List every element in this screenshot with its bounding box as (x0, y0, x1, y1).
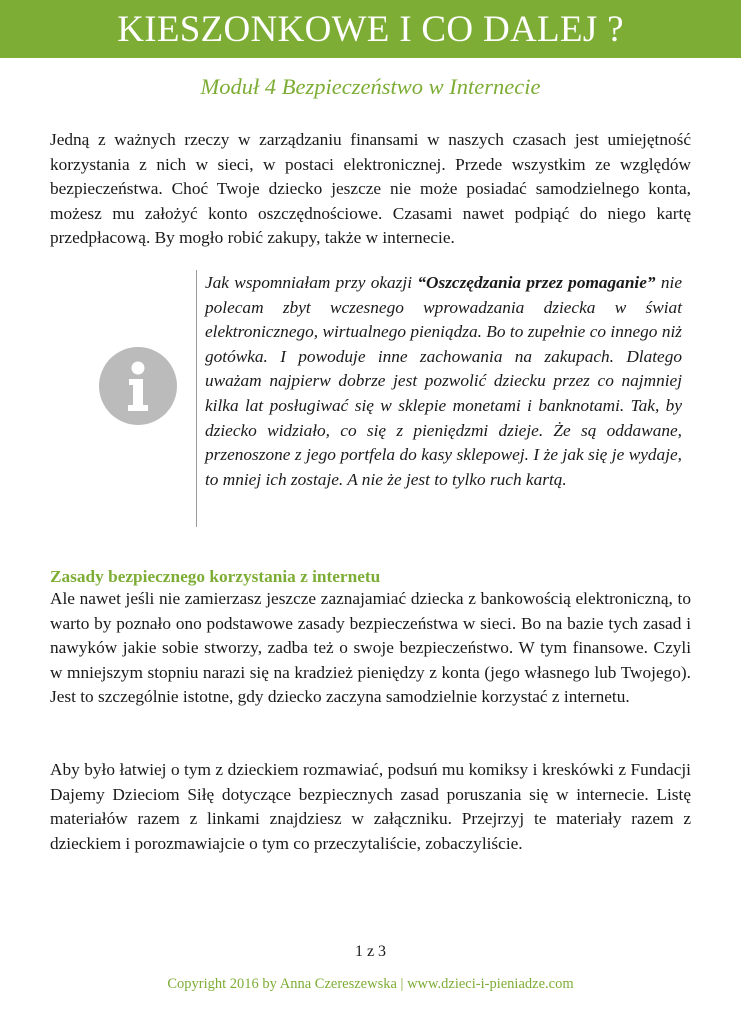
section-heading: Zasady bezpiecznego korzystania z internetu (50, 567, 381, 586)
info-quote (205, 271, 682, 492)
module-title: Moduł 4 Bezpieczeństwo w Internecie (200, 74, 541, 99)
footer-copyright: Copyright 2016 by Anna Czereszewska | www.dzieci-i-pieniadze.com (167, 976, 574, 992)
info-icon (99, 347, 177, 425)
quote-divider (196, 270, 197, 527)
intro-paragraph: Jedną z ważnych rzeczy w zarządzaniu finansami w naszych czasach jest umiejętność korzystania z nich w sieci, w postaci elektronicznej. Przede wszystkim ze względów bezpieczeństwa. Choć Twoje dziecko jeszcze nie może posiadać samodzielnego konta, możesz mu założyć konto oszczędnościowe. Czasami nawet podpiąć do niego kartę przedpłacową. By mogło robić zakupy, także w internecie. (50, 130, 691, 248)
page-number: 1 z 3 (354, 943, 387, 960)
rules-paragraph: Ale nawet jeśli nie zamierzasz jeszcze zaznajamiać dziecka z bankowością elektroniczną, to warto by poznało ono podstawowe zasady bezpieczeństwa w sieci. Bo na bazie tych zasad i nawyków jakie sobie stworzy, zadba też o swoje bezpieczeństwo. W tym finansowe. Czyli w mniejszym stopniu narazi się na kradzież pieniędzy z konta (jego własnego lub Twojego). Jest to szczególnie istotne, gdy dziecko zaczyna samodzielnie korzystać z internetu. (50, 589, 691, 707)
comics-paragraph: Aby było łatwiej o tym z dzieckiem rozmawiać, podsuń mu komiksy i kreskówki z Fundacji Dajemy Dzieciom Siłę dotyczące bezpiecznych zasad poruszania się w internecie. Listę materiałów razem z linkami znajdziesz w załączniku. Przejrzyj te materiały razem z dzieckiem i porozmawiajcie o tym co przeczytaliście, zobaczyliście. (50, 760, 691, 853)
header-bar (0, 0, 741, 58)
quote-bold-title: “Oszczędzania przez pomaganie” (417, 273, 656, 292)
quote-text-after: nie polecam zbyt wczesnego wprowadzania dziecka w świat elektronicznego, wirtualnego pieniądza. Bo to zupełnie co innego niż gotówka. I powoduje inne zachowania na zakupach. Dlatego uważam najpierw dobrze jest pozwolić dziecku przez co najmniej kilka lat posługiwać się w sklepie monetami i banknotami. Tak, by dziecko widziało, co się z pieniędzmi dzieje. Że są oddawane, przenoszone z jego portfela do kasy sklepowej. I że jak się je wydaje, to mniej ich zostaje. A nie że jest to tylko ruch kartą. (205, 273, 682, 489)
quote-text-before: Jak wspomniałam przy okazji (205, 273, 418, 292)
document-title: KIESZONKOWE I CO DALEJ ? (117, 9, 624, 50)
